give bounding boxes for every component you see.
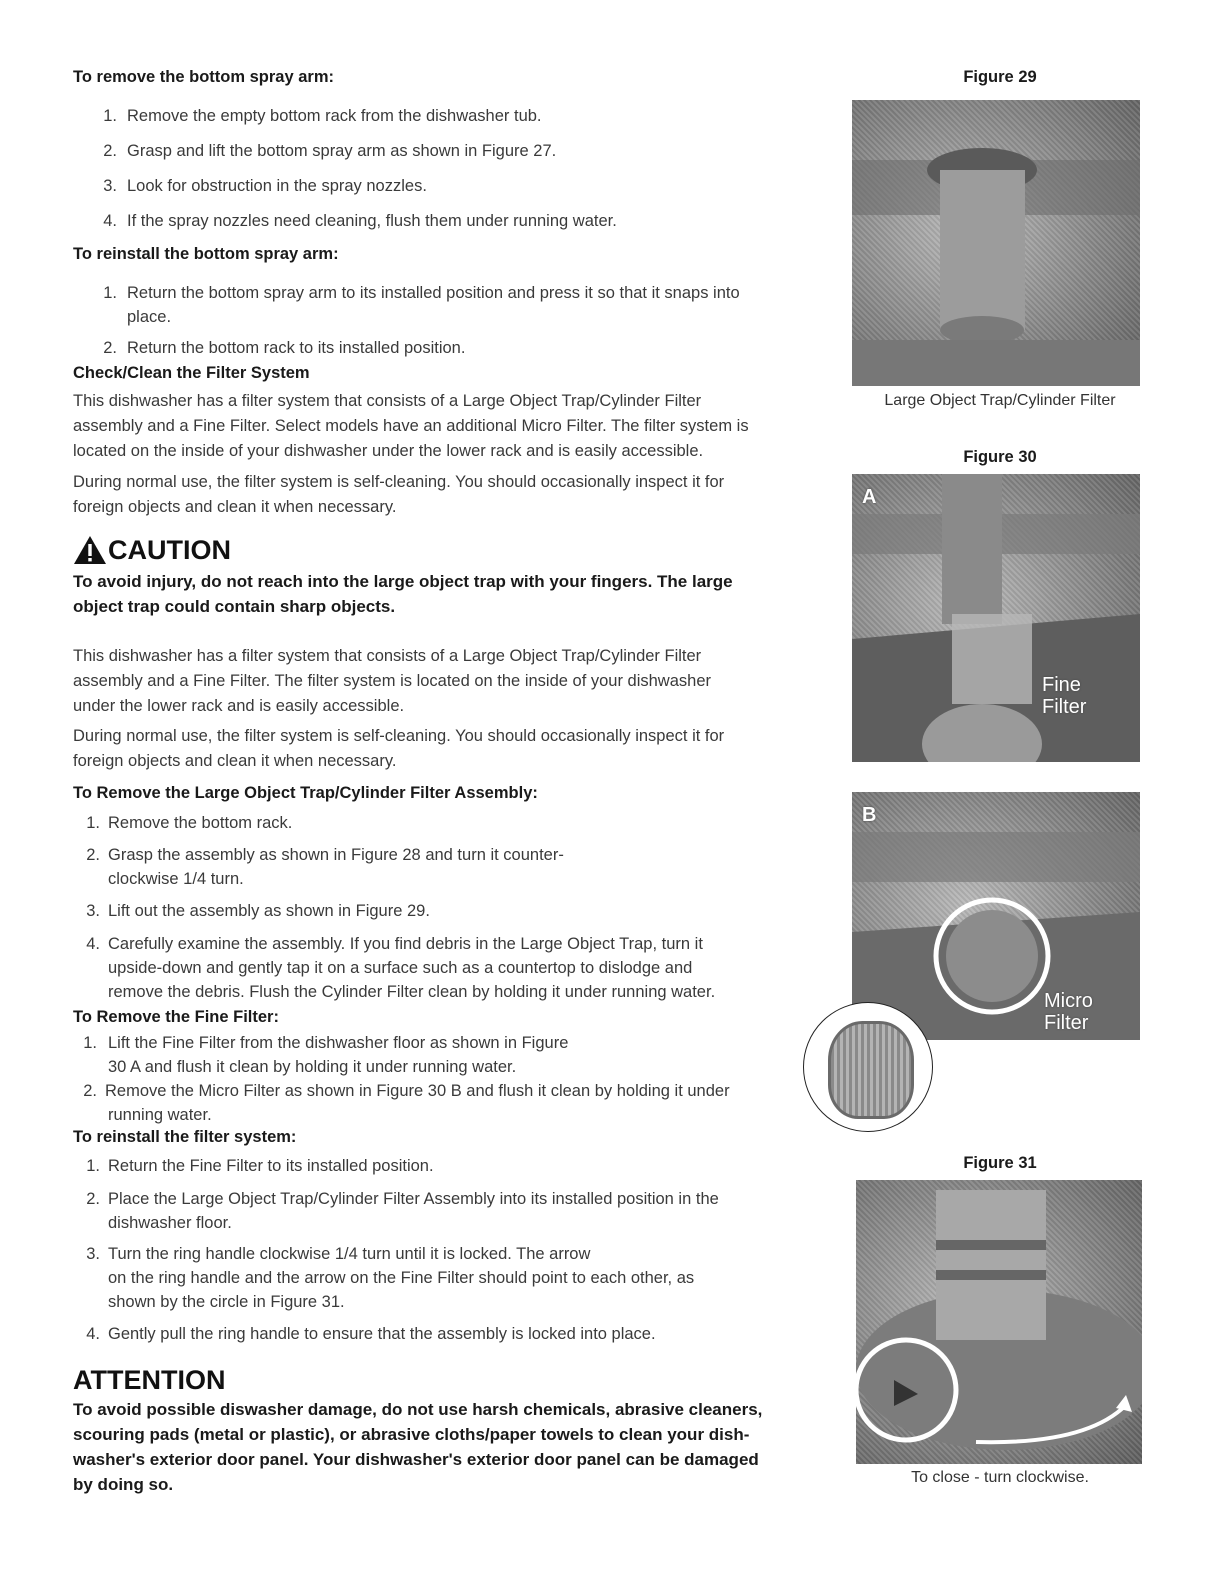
figure-31-photo [856,1180,1142,1464]
list-item: 4. Carefully examine the assembly. If you find debris in the Large Object Trap, turn it upside-down and gently tap it on a surface such as a countertop to dislodge and remove the debris. Flush the Cylinder Filter clean by holding it under running water. [86,935,716,1001]
filter-self-cleaning-paragraph-2: During normal use, the filter system is self-cleaning. You should occasionally inspect it for foreign objects and clean it when necessary. [73,727,725,770]
filter-self-cleaning-paragraph: During normal use, the filter system is self-cleaning. You should occasionally inspect it for foreign objects and clean it when necessary. [73,473,725,516]
figure-30-title: Figure 30 [963,448,1037,466]
fine-filter-image [852,474,1140,762]
remove-assembly-heading: To Remove the Large Object Trap/Cylinder Filter Assembly: [73,784,538,802]
figure-29-caption: Large Object Trap/Cylinder Filter [884,392,1116,409]
figure-29-title: Figure 29 [963,68,1037,86]
list-item: 2. Remove the Micro Filter as shown in Figure 30 B and flush it clean by holding it under running water. [83,1082,730,1124]
list-item: 1. Remove the bottom rack. [86,814,293,832]
micro-filter-label: Micro Filter [1044,990,1093,1034]
reinstall-spray-arm-heading: To reinstall the bottom spray arm: [73,245,339,263]
list-item: 3. Lift out the assembly as shown in Figure 29. [86,902,430,920]
filter-system-paragraph: This dishwasher has a filter system that consists of a Large Object Trap/Cylinder Filter assembly and a Fine Filter. Select models have an additional Micro Filter. The filter system is located on the inside of your dishwasher under the lower rack and is easily accessible. [73,392,749,460]
warning-triangle-icon [73,535,107,565]
figure-29-photo [852,100,1140,386]
figure-31-title: Figure 31 [963,1154,1037,1172]
figure-31-caption: To close - turn clockwise. [911,1469,1089,1486]
fine-filter-label: Fine Filter [1042,674,1087,718]
filter-system-paragraph-2: This dishwasher has a filter system that consists of a Large Object Trap/Cylinder Filter assembly and a Fine Filter. The filter system is located on the inside of your dishwasher under the lower rack and is easily accessible. [73,647,711,715]
caution-text: To avoid injury, do not reach into the large object trap with your fingers. The large object trap could contain sharp objects. [73,572,733,616]
list-item: 4. If the spray nozzles need cleaning, flush them under running water. [103,212,617,230]
list-item: 1. Return the bottom spray arm to its installed position and press it so that it snaps into place. [103,284,740,326]
micro-filter-image [852,792,1140,1040]
list-item: 1. Lift the Fine Filter from the dishwasher floor as shown in Figure 30 A and flush it clean by holding it under running water. [83,1034,569,1076]
list-item: 2. Place the Large Object Trap/Cylinder Filter Assembly into its installed position in the dishwasher floor. [86,1190,719,1232]
reinstall-filter-heading: To reinstall the filter system: [73,1128,297,1146]
ring-handle-image [856,1180,1142,1464]
list-item: 2. Return the bottom rack to its installed position. [103,339,466,357]
filter-system-heading: Check/Clean the Filter System [73,364,310,382]
figure-30b-photo [852,792,1140,1040]
attention-text: To avoid possible diswasher damage, do not use harsh chemicals, abrasive cleaners, scouring pads (metal or plastic), or abrasive cloths/paper towels to clean your dish- washer's exterior door panel. Your dishwasher's exterior door panel can be damaged by doing so. [73,1400,763,1494]
attention-title: ATTENTION [73,1365,226,1395]
list-item: 4. Gently pull the ring handle to ensure that the assembly is locked into place. [86,1325,656,1343]
remove-spray-arm-heading: To remove the bottom spray arm: [73,68,334,86]
list-item: 1. Remove the empty bottom rack from the dishwasher tub. [103,107,542,125]
list-item: 3. Turn the ring handle clockwise 1/4 turn until it is locked. The arrow on the ring handle and the arrow on the Fine Filter should point to each other, as shown by the circle in Figure 31. [86,1245,695,1311]
remove-fine-filter-heading: To Remove the Fine Filter: [73,1008,279,1026]
figure-30-label-a: A [862,486,877,508]
caution-title: CAUTION [108,535,231,565]
list-item: 1. Return the Fine Filter to its installed position. [86,1157,434,1175]
figure-30-label-b: B [862,804,877,826]
micro-filter-image [828,1021,914,1119]
list-item: 3. Look for obstruction in the spray nozzles. [103,177,427,195]
list-item: 2. Grasp and lift the bottom spray arm as shown in Figure 27. [103,142,557,160]
figure-30a-photo [852,474,1140,762]
list-item: 2. Grasp the assembly as shown in Figure 28 and turn it counter- clockwise 1/4 turn. [86,846,564,888]
filter-assembly-image [852,100,1140,386]
micro-filter-inset [803,1002,933,1132]
